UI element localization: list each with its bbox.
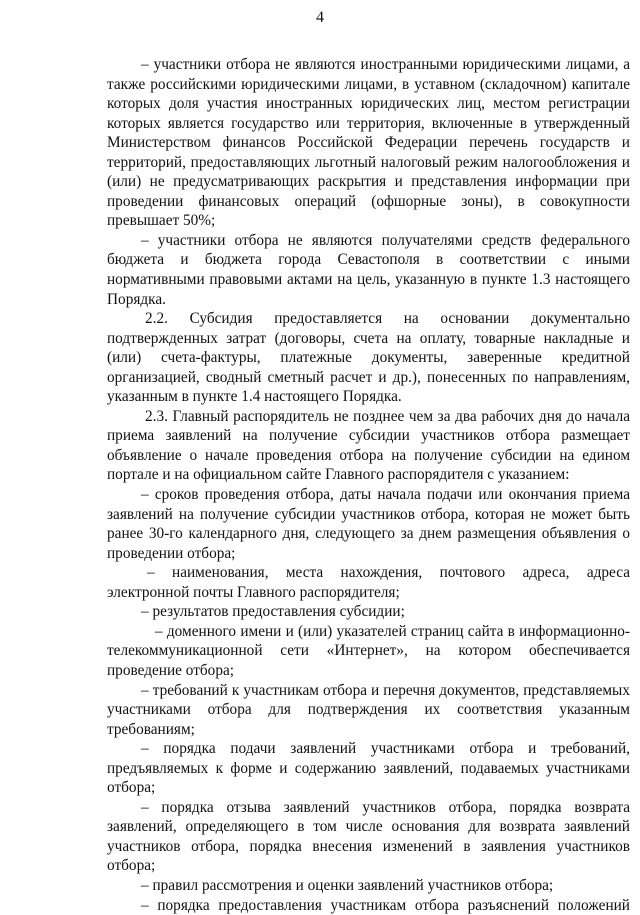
list-item-contacts: – наименования, места нахождения, почтового адреса, адреса электронной почты Главного распорядителя;: [107, 564, 630, 601]
document-body: [107, 55, 630, 915]
paragraph-budget-criterion: – участники отбора не являются получателями средств федерального бюджета и бюджета города Севастополя в соответствии с иными нормативными правовыми актами на цель, указанную в пункте 1.3 настоящего Порядка.: [107, 231, 630, 308]
list-item-deadlines: – сроков проведения отбора, даты начала подачи или окончания приема заявлений на получение субсидии участников отбора, которая не может быть ранее 30-го календарного дня, следующего за днем размещения объявления о проведении отбора;: [107, 486, 630, 562]
list-item-domain: – доменного имени и (или) указателей страниц сайта в информационно-телекоммуникационной сети «Интернет», на котором обеспечивается проведение отбора;: [107, 622, 630, 679]
paragraph-offshore-criterion: – участники отбора не являются иностранными юридическими лицами, а также российскими юридическими лицами, в уставном (складочном) капитале которых доля участия иностранных юридических лиц, местом регистрации которых является государство или территория, включенные в утвержденный Министерством финансов Российской Федерации перечень государств и территорий, предоставляющих льготный налоговый режим налогообложения и (или) не предусматривающих раскрытия и представления информации при проведении финансовых операций (офшорные зоны), в совокупности превышает 50%;: [107, 56, 630, 230]
list-item-requirements: – требований к участникам отбора и перечня документов, представляемых участниками отбора для подтверждения их соответствия указанным требованиям;: [107, 681, 630, 738]
page-number: 4: [316, 9, 324, 26]
list-item-results: – результатов предоставления субсидии;: [141, 603, 405, 621]
list-item-application-procedure: – порядка подачи заявлений участниками отбора и требований, предъявляемых к форме и содержанию заявлений, подаваемых участниками отбора;: [107, 740, 630, 797]
list-item-withdrawal-procedure: – порядка отзыва заявлений участников отбора, порядка возврата заявлений, определяющего в том числе основания для возврата заявлений участников отбора, порядка внесения изменений в заявления участников отбора;: [107, 798, 630, 875]
paragraph-2-2: 2.2. Субсидия предоставляется на основании документально подтвержденных затрат (договоры, счета на оплату, товарные накладные и (или) счета-фактуры, платежные документы, заверенные кредитной организацией, сводный сметный расчет и др.), понесенных по направлениям, указанным в пункте 1.4 настоящего Порядка.: [107, 310, 630, 406]
paragraph-2-3: 2.3. Главный распорядитель не позднее чем за два рабочих дня до начала приема заявлений на получение субсидии участников отбора размещает объявление о начале проведения отбора на получение субсидии на едином портале и на официальном сайте Главного распорядителя с указанием:: [107, 407, 630, 484]
list-item-evaluation-rules: – правил рассмотрения и оценки заявлений участников отбора;: [141, 876, 554, 894]
list-item-clarifications: – порядка предоставления участникам отбора разъяснений положений: [141, 896, 630, 914]
